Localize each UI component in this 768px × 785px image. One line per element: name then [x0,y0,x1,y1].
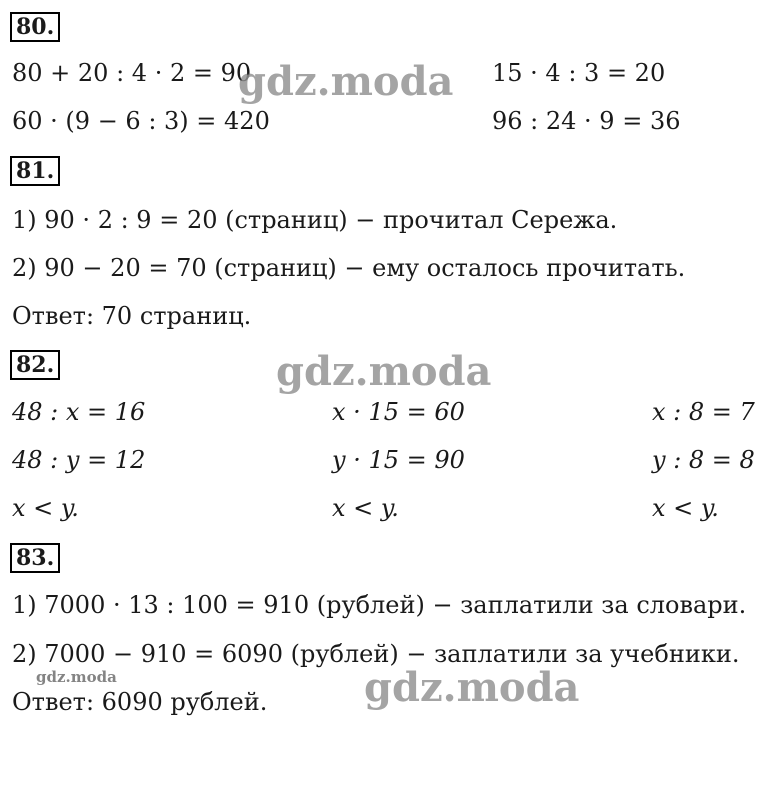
problem-number-82-text: 82 [16,352,47,378]
watermark-1: gdz.moda [238,58,454,105]
watermark-small: gdz.moda [36,668,117,686]
problem-number-81 [10,156,60,186]
problem-82-eq-6: y : 8 = 8 [652,446,755,474]
problem-number-83-text: 83 [16,545,47,571]
problem-81-answer: Ответ: 70 страниц. [12,302,252,330]
problem-number-82 [10,350,60,380]
problem-number-80-dot: . [46,14,55,40]
problem-80-expr-4: 96 : 24 · 9 = 36 [492,107,681,135]
problem-83-answer: Ответ: 6090 рублей. [12,688,268,716]
problem-number-80 [10,12,60,42]
problem-80-expr-3: 60 · (9 − 6 : 3) = 420 [12,107,270,135]
problem-number-82-dot: . [46,352,55,378]
problem-82-eq-2: x · 15 = 60 [332,398,465,426]
problem-82-compare-3: x < y. [652,494,719,522]
problem-82-eq-4: 48 : y = 12 [12,446,146,474]
problem-83-step-1: 1) 7000 · 13 : 100 = 910 (рублей) − заплатили за словари. [12,591,747,619]
problem-81-step-1: 1) 90 · 2 : 9 = 20 (страниц) − прочитал Сережа. [12,206,618,234]
problem-number-81-dot: . [46,158,55,184]
problem-82-eq-1: 48 : x = 16 [12,398,146,426]
problem-number-83-dot: . [46,545,55,571]
watermark-3: gdz.moda [364,664,580,711]
problem-82-eq-5: y · 15 = 90 [332,446,465,474]
watermark-2: gdz.moda [276,348,492,395]
problem-82-compare-2: x < y. [332,494,399,522]
problem-number-81-text: 81 [16,158,47,184]
problem-82-compare-1: x < y. [12,494,79,522]
problem-81-step-2: 2) 90 − 20 = 70 (страниц) − ему осталось прочитать. [12,254,686,282]
problem-80-expr-1: 80 + 20 : 4 · 2 = 90 [12,59,252,87]
problem-number-83 [10,543,60,573]
problem-80-expr-2: 15 · 4 : 3 = 20 [492,59,666,87]
problem-number-80-text: 80 [16,14,47,40]
problem-83-step-2: 2) 7000 − 910 = 6090 (рублей) − заплатили за учебники. [12,640,740,668]
problem-82-eq-3: x : 8 = 7 [652,398,755,426]
